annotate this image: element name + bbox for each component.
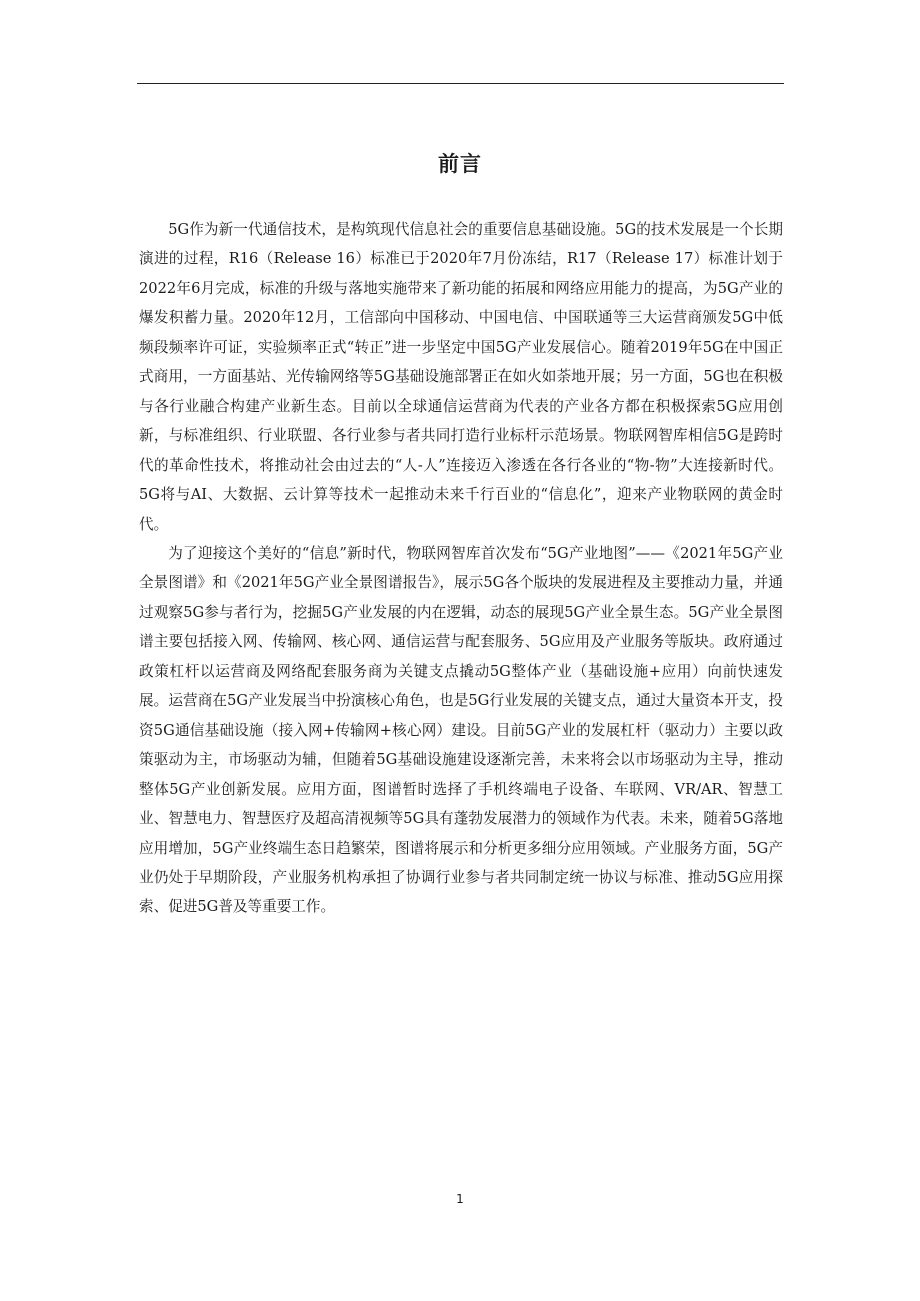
paragraph-1: 5G作为新一代通信技术，是构筑现代信息社会的重要信息基础设施。5G的技术发展是一个长期演进的过程，R16（Release 16）标准已于2020年7月份冻结，R17（Release 17）标准计划于2022年6月完成，标准的升级与落地实施带来了新功能的拓展和网络应用能力的提高，为5G产业的爆发积蓄力量。2020年12月，工信部向中国移动、中国电信、中国联通等三大运营商颁发5G中低频段频率许可证，实验频率正式“转正”进一步坚定中国5G产业发展信心。随着2019年5G在中国正式商用，一方面基站、光传输网络等5G基础设施部署正在如火如荼地开展；另一方面，5G也在积极与各行业融合构建产业新生态。目前以全球通信运营商为代表的产业各方都在积极探索5G应用创新，与标准组织、行业联盟、各行业参与者共同打造行业标杆示范场景。物联网智库相信5G是跨时代的革命性技术，将推动社会由过去的“人-人”连接迈入渗透在各行各业的“物-物”大连接新时代。5G将与AI、大数据、云计算等技术一起推动未来千行百业的“信息化”，迎来产业物联网的黄金时代。 bbox=[139, 221, 783, 533]
page-number: 1 bbox=[456, 1192, 464, 1206]
header-rule bbox=[137, 83, 784, 84]
body-text bbox=[139, 215, 783, 922]
page-title: 前言 bbox=[438, 152, 482, 176]
paragraph-2: 为了迎接这个美好的“信息”新时代，物联网智库首次发布“5G产业地图”——《2021年5G产业全景图谱》和《2021年5G产业全景图谱报告》，展示5G各个版块的发展进程及主要推动力量，并通过观察5G参与者行为，挖掘5G产业发展的内在逻辑，动态的展现5G产业全景生态。5G产业全景图谱主要包括接入网、传输网、核心网、通信运营与配套服务、5G应用及产业服务等版块。政府通过政策杠杆以运营商及网络配套服务商为关键支点撬动5G整体产业（基础设施+应用）向前快速发展。运营商在5G产业发展当中扮演核心角色，也是5G行业发展的关键支点，通过大量资本开支，投资5G通信基础设施（接入网+传输网+核心网）建设。目前5G产业的发展杠杆（驱动力）主要以政策驱动为主，市场驱动为辅，但随着5G基础设施建设逐渐完善，未来将会以市场驱动为主导，推动整体5G产业创新发展。应用方面，图谱暂时选择了手机终端电子设备、车联网、VR/AR、智慧工业、智慧电力、智慧医疗及超高清视频等5G具有蓬勃发展潜力的领域作为代表。未来，随着5G落地应用增加，5G产业终端生态日趋繁荣，图谱将展示和分析更多细分应用领域。产业服务方面，5G产业仍处于早期阶段，产业服务机构承担了协调行业参与者共同制定统一协议与标准、推动5G应用探索、促进5G普及等重要工作。 bbox=[139, 544, 783, 916]
